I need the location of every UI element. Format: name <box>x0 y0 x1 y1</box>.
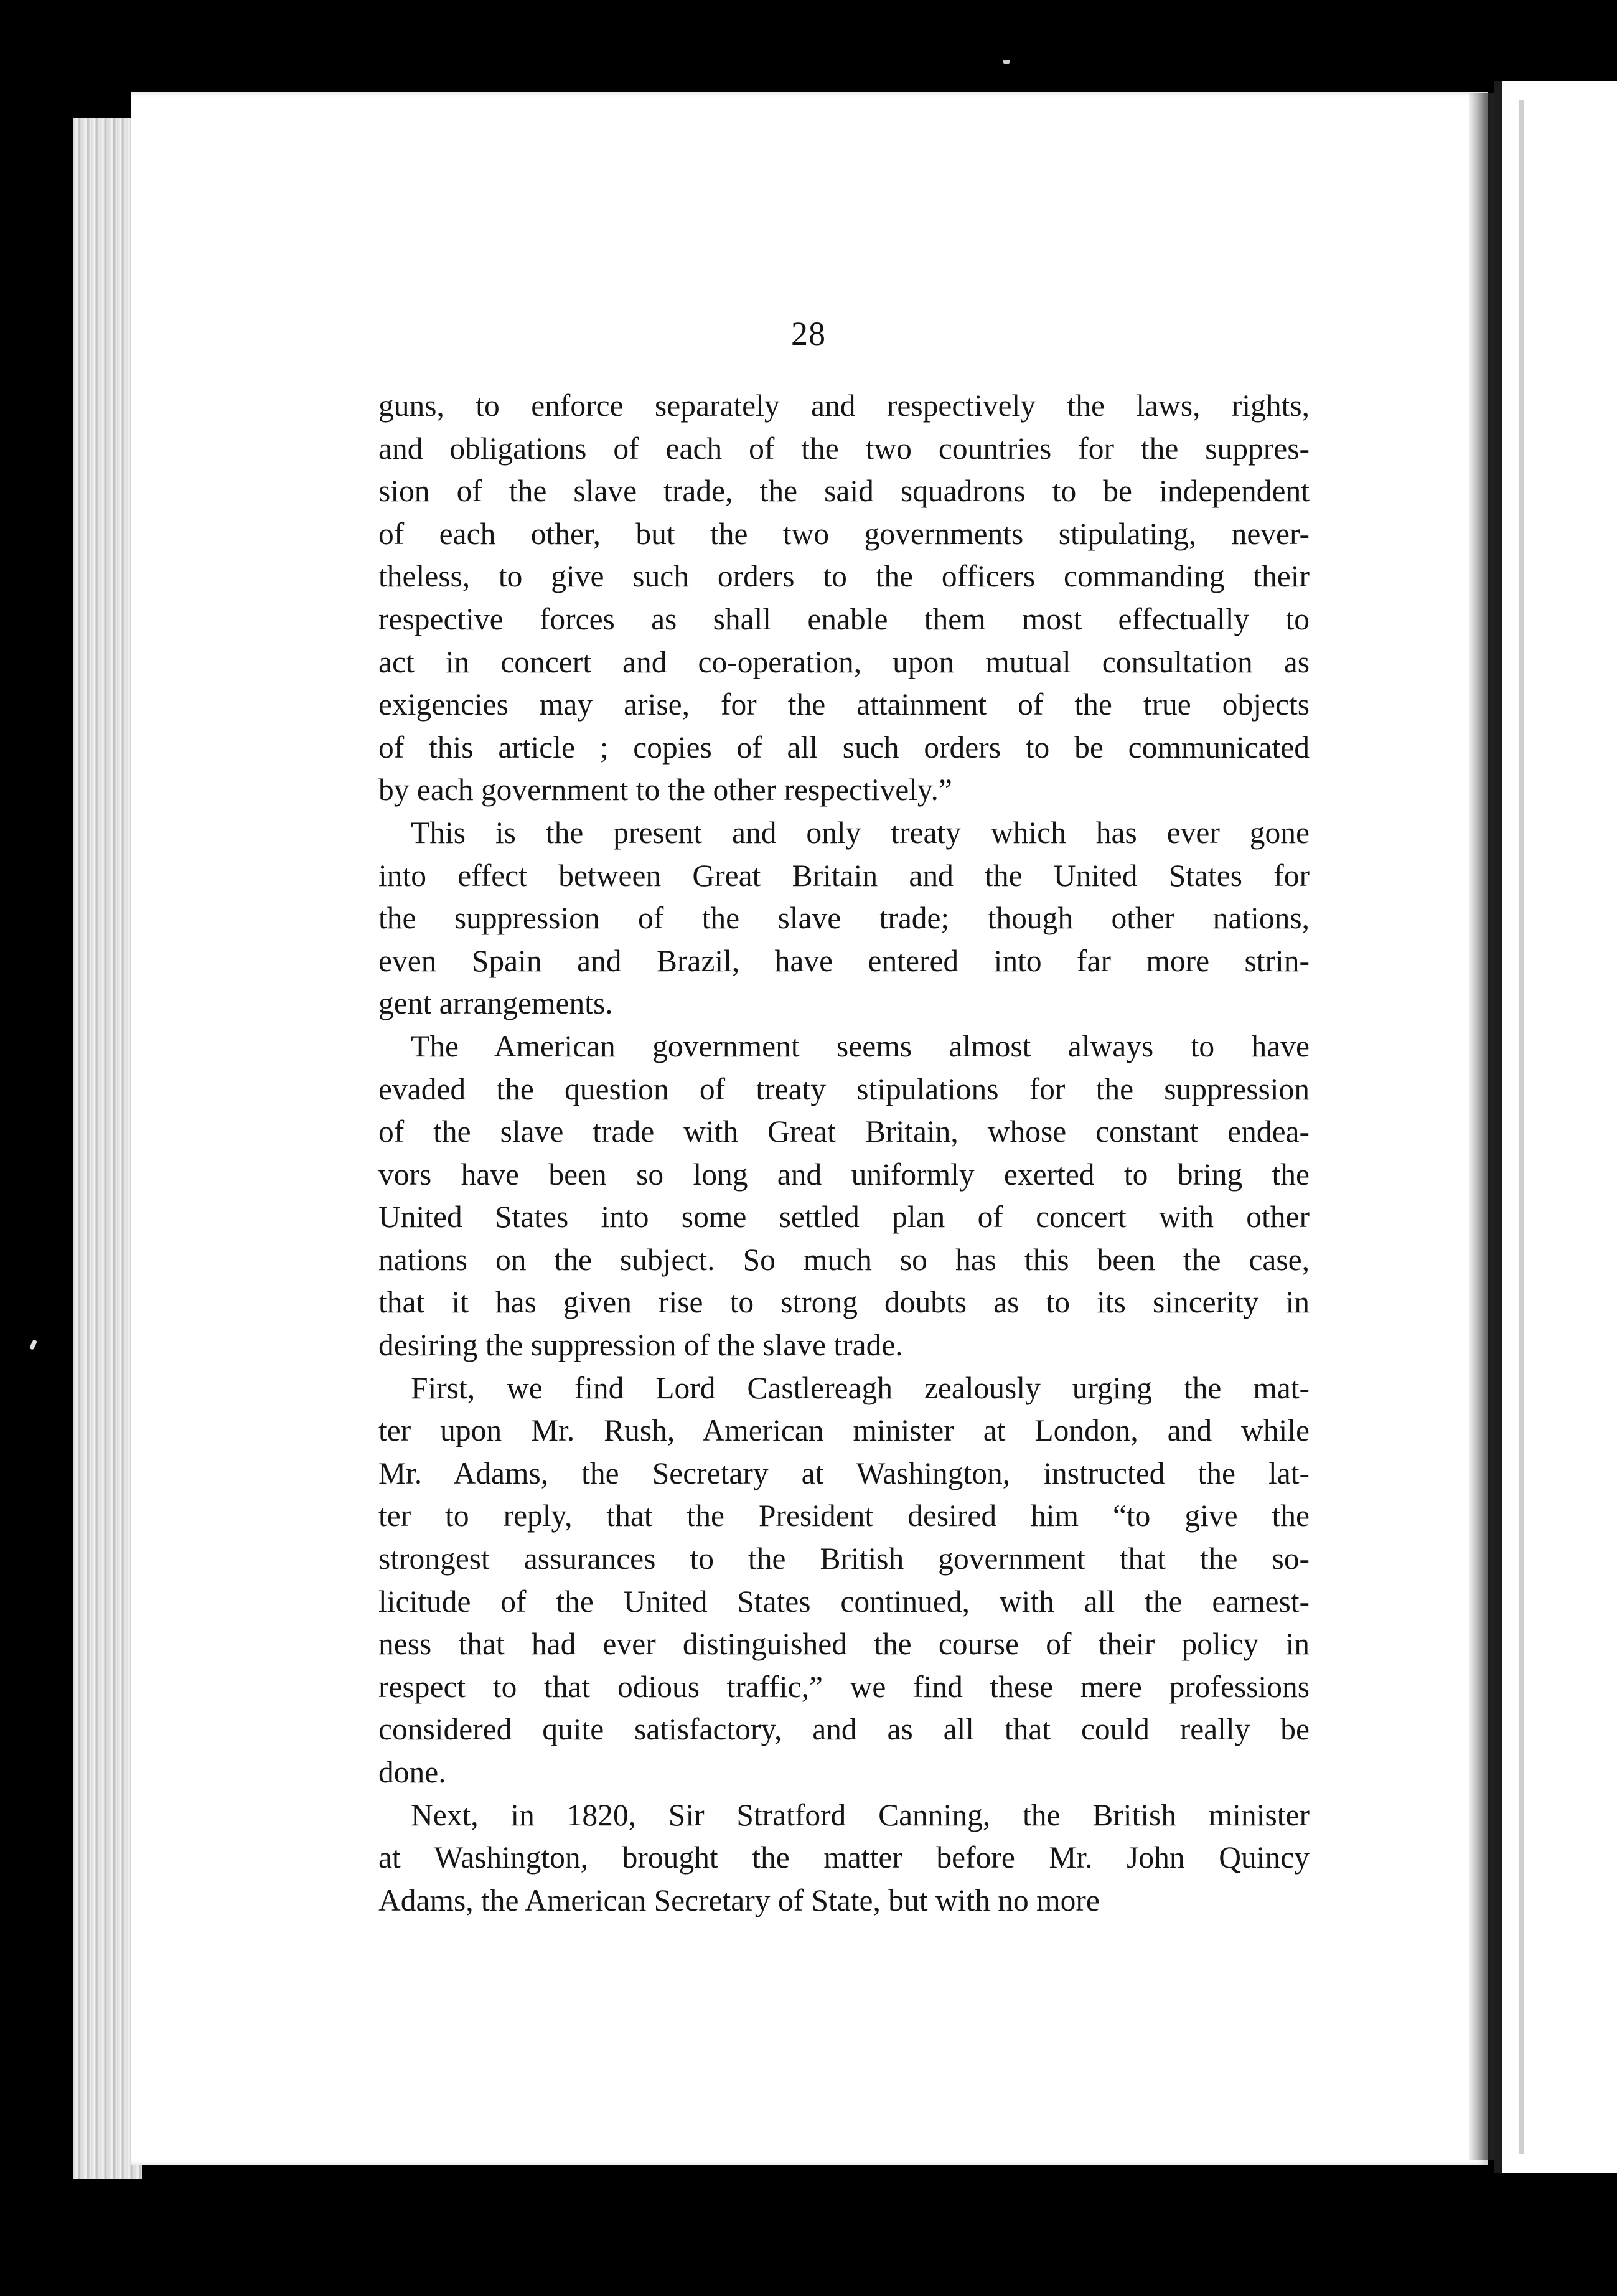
text-line: done. <box>378 1755 446 1789</box>
paragraph <box>378 812 1310 1025</box>
text-line: guns, to enforce separately and respectively the laws, rights, <box>378 388 1310 423</box>
text-line: licitude of the United States continued, with all the earnest- <box>378 1584 1310 1619</box>
text-line: The American government seems almost always to have <box>411 1028 1310 1063</box>
text-line: ter to reply, that the President desired him “to give the <box>378 1499 1310 1533</box>
scan-speck <box>1003 60 1010 64</box>
text-line: Next, in 1820, Sir Stratford Canning, the British minister <box>411 1797 1310 1832</box>
page-number: 28 <box>791 315 826 352</box>
text-line: United States into some settled plan of concert with other <box>378 1200 1310 1235</box>
text-line: considered quite satisfactory, and as all that could really be <box>378 1712 1310 1747</box>
text-line: of the slave trade with Great Britain, whose constant endea- <box>378 1114 1310 1149</box>
text-line: into effect between Great Britain and the United States for <box>378 858 1310 893</box>
text-line: respect to that odious traffic,” we find these mere professions <box>378 1669 1310 1704</box>
text-line: desiring the suppression of the slave trade. <box>378 1328 903 1363</box>
text-line: act in concert and co-operation, upon mutual consultation as <box>378 644 1310 679</box>
text-line: vors have been so long and uniformly exerted to bring the <box>378 1157 1310 1192</box>
paragraph <box>378 1025 1310 1367</box>
text-line: gent arrangements. <box>378 986 613 1021</box>
text-line: by each government to the other respectively.” <box>378 773 952 807</box>
text-line: ness that had ever distinguished the course of their policy in <box>378 1627 1310 1662</box>
text-line: the suppression of the slave trade; though other nations, <box>378 901 1310 936</box>
text-line: sion of the slave trade, the said squadrons to be independent <box>378 474 1310 509</box>
paragraph <box>378 385 1310 812</box>
text-line: at Washington, brought the matter before Mr. John Quincy <box>378 1840 1310 1875</box>
text-line: even Spain and Brazil, have entered into far more strin- <box>378 943 1310 978</box>
page-body-text <box>378 385 1310 1922</box>
text-line: of each other, but the two governments stipulating, never- <box>378 516 1310 551</box>
facing-page-edge <box>1494 81 1617 2173</box>
text-line: nations on the subject. So much so has this been the case, <box>378 1242 1310 1277</box>
text-line: Adams, the American Secretary of State, but with no more <box>378 1883 1100 1917</box>
paragraph <box>378 1367 1310 1794</box>
text-line: and obligations of each of the two countries for the suppres- <box>378 431 1310 466</box>
scan-speck <box>29 1339 37 1350</box>
text-line: theless, to give such orders to the officers commanding their <box>378 559 1310 594</box>
text-line: strongest assurances to the British government that the so- <box>378 1541 1310 1576</box>
paragraph <box>378 1794 1310 1922</box>
text-line: evaded the question of treaty stipulations for the suppression <box>378 1071 1310 1106</box>
text-line: Mr. Adams, the Secretary at Washington, instructed the lat- <box>378 1456 1310 1490</box>
text-line: that it has given rise to strong doubts as to its sincerity in <box>378 1285 1310 1320</box>
facing-page-inner-edge <box>1519 100 1524 2154</box>
text-line: ter upon Mr. Rush, American minister at London, and while <box>378 1413 1310 1448</box>
text-line: of this article ; copies of all such orders to be communicated <box>378 730 1310 765</box>
text-line: respective forces as shall enable them most effectually to <box>378 601 1310 636</box>
text-line: This is the present and only treaty which has ever gone <box>411 815 1310 850</box>
text-line: exigencies may arise, for the attainment of the true objects <box>378 687 1310 722</box>
text-line: First, we find Lord Castlereagh zealously urging the mat- <box>411 1370 1310 1405</box>
